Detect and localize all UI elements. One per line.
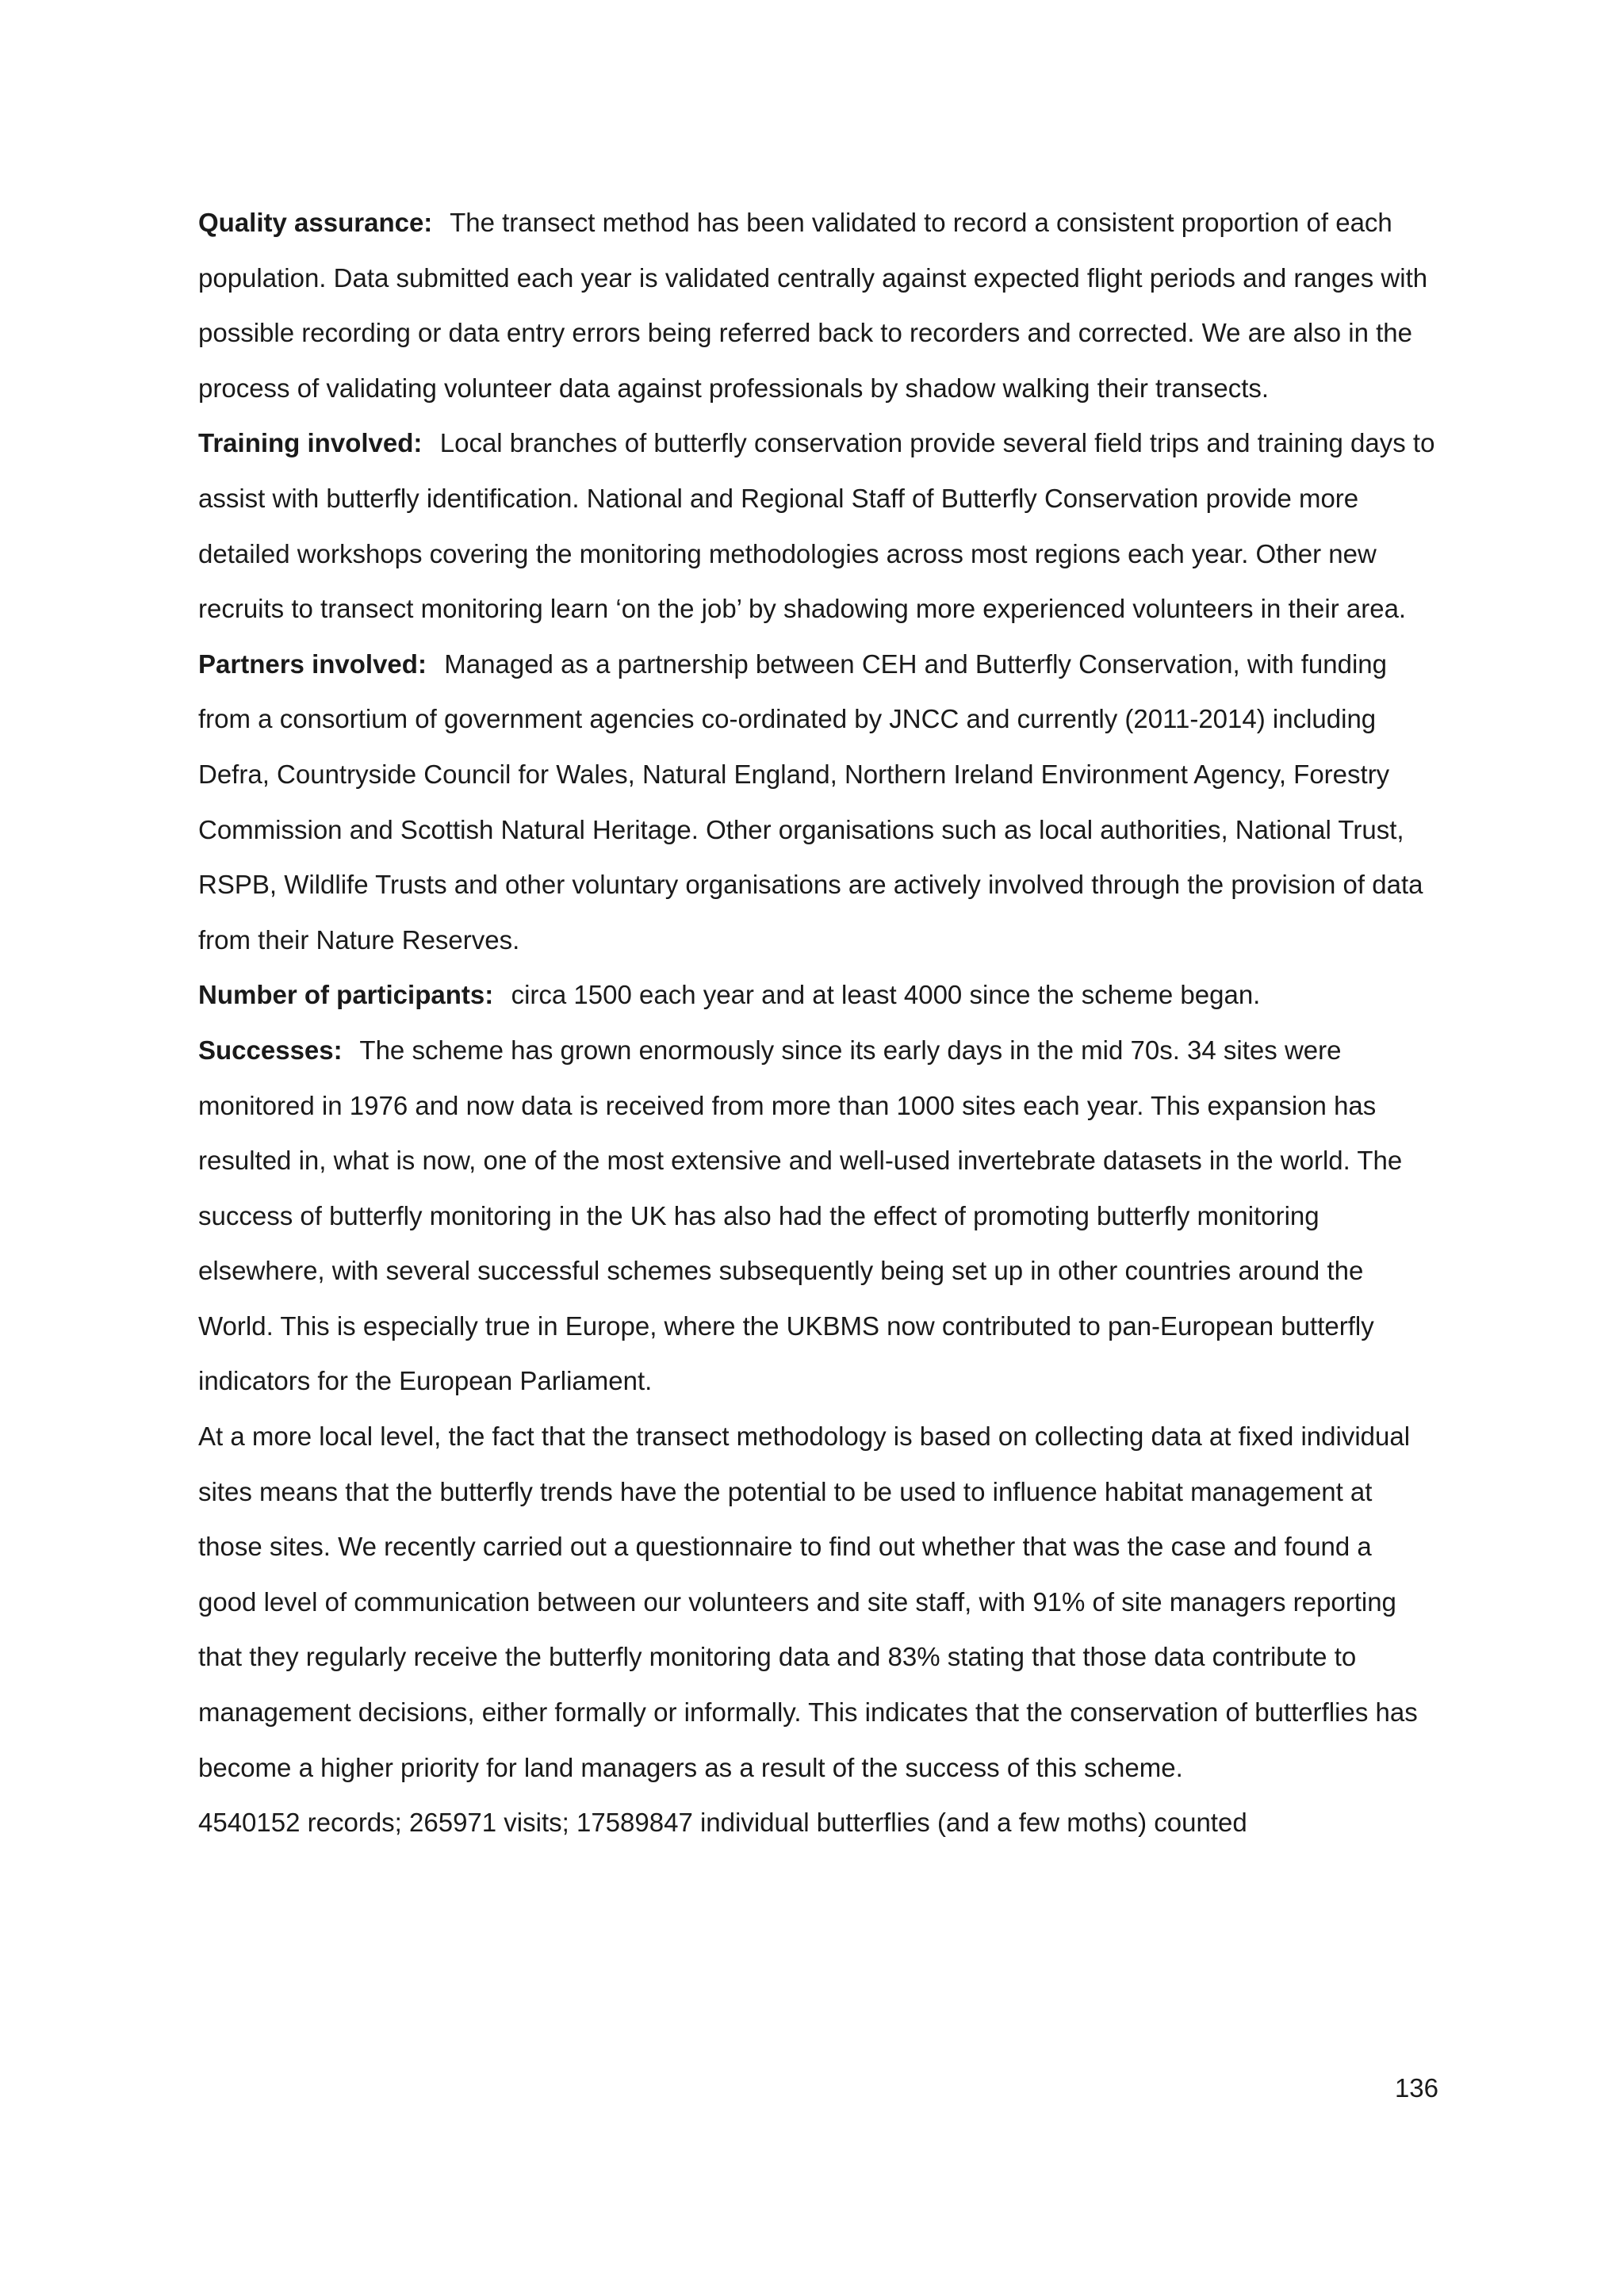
training-involved-label: Training involved: [198, 428, 423, 458]
number-of-participants-paragraph [198, 967, 1435, 1023]
partners-involved-paragraph [198, 637, 1435, 968]
local-level-paragraph: At a more local level, the fact that the transect methodology is based on collecting data at fixed individual sites means that the butterfly trends have the potential to be used to influence habitat management at those sites. We recently carried out a questionnaire to find out whether that was the case and found a good level of communication between our volunteers and site staff, with 91% of site managers reporting that they regularly receive the butterfly monitoring data and 83% stating that those data contribute to management decisions, either formally or informally. This indicates that the conservation of butterflies has become a higher priority for land managers as a result of the success of this scheme. [198, 1422, 1418, 1782]
training-involved-text: Local branches of butterfly conservation provide several field trips and training days to assist with butterfly identification. National and Regional Staff of Butterfly Conservation provide more detailed workshops covering the monitoring methodologies across most regions each year. Other new recruits to transect monitoring learn ‘on the job’ by shadowing more experienced volunteers in their area. [198, 428, 1435, 624]
summary-statistics-line: 4540152 records; 265971 visits; 17589847 individual butterflies (and a few moths) counted [198, 1808, 1247, 1838]
successes-text: The scheme has grown enormously since its early days in the mid 70s. 34 sites were monitored in 1976 and now data is received from more than 1000 sites each year. This expansion has resulted in, what is now, one of the most extensive and well-used invertebrate datasets in the world. The success of butterfly monitoring in the UK has also had the effect of promoting butterfly monitoring elsewhere, with several successful schemes subsequently being set up in other countries around the World. This is especially true in Europe, where the UKBMS now contributed to pan-European butterfly indicators for the European Parliament. [198, 1035, 1403, 1396]
document-body [198, 195, 1435, 1850]
quality-assurance-label: Quality assurance: [198, 208, 433, 237]
successes-label: Successes: [198, 1035, 343, 1065]
quality-assurance-text: The transect method has been validated to record a consistent proportion of each population. Data submitted each year is validated centrally against expected flight periods and ranges with possible recording or data entry errors being referred back to recorders and corrected. We are also in the process of validating volunteer data against professionals by shadow walking their transects. [198, 208, 1428, 403]
partners-involved-label: Partners involved: [198, 649, 427, 679]
number-of-participants-label: Number of participants: [198, 980, 494, 1010]
partners-involved-text: Managed as a partnership between CEH and Butterfly Conservation, with funding from a consortium of government agencies co-ordinated by JNCC and currently (2011-2014) including Defra, Countryside Council for Wales, Natural England, Northern Ireland Environment Agency, Forestry Commission and Scottish Natural Heritage. Other organisations such as local authorities, National Trust, RSPB, Wildlife Trusts and other voluntary organisations are actively involved through the provision of data from their Nature Reserves. [198, 649, 1423, 955]
quality-assurance-paragraph [198, 195, 1435, 415]
page-number: 136 [1394, 2073, 1438, 2103]
successes-paragraph [198, 1023, 1435, 1409]
training-involved-paragraph [198, 415, 1435, 636]
number-of-participants-text: circa 1500 each year and at least 4000 since the scheme began. [511, 980, 1261, 1010]
